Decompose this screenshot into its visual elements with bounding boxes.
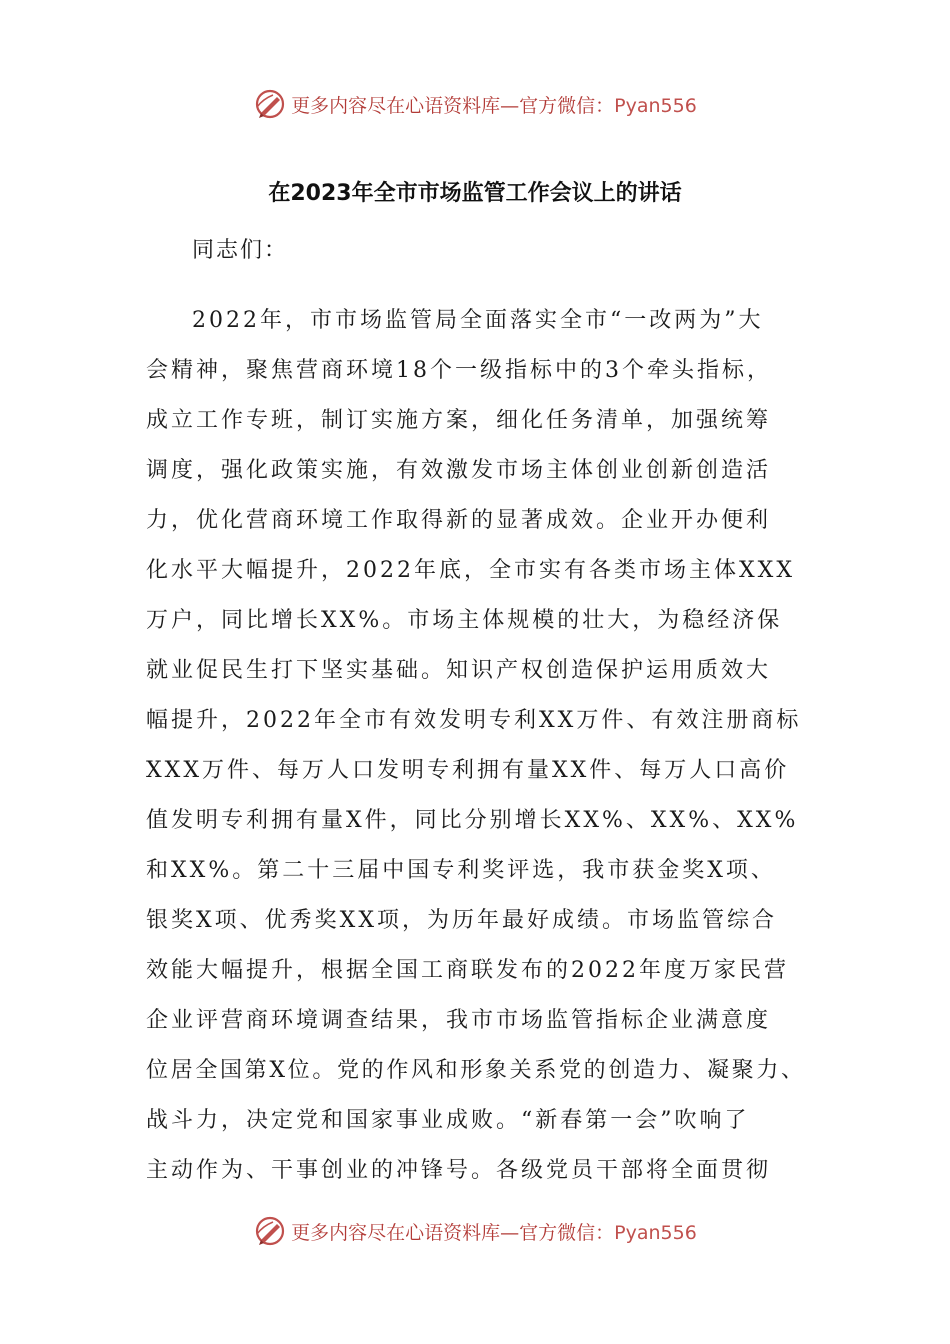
footer-banner bbox=[0, 1211, 950, 1251]
pen-logo-icon bbox=[253, 87, 287, 121]
banner-label: 更多内容尽在心语资料库—官方微信： bbox=[291, 94, 615, 117]
pen-logo-icon bbox=[253, 1214, 287, 1248]
banner-handle: Pyan556 bbox=[614, 1221, 697, 1244]
text-line: 值发明专利拥有量X件，同比分别增长XX%、XX%、XX% bbox=[146, 808, 799, 833]
banner-text bbox=[291, 1218, 697, 1245]
text-line: 和XX%。第二十三届中国专利奖评选，我市获金奖X项、 bbox=[146, 858, 776, 883]
text-line: 效能大幅提升，根据全国工商联发布的2022年度万家民营 bbox=[146, 958, 789, 983]
salutation: 同志们： bbox=[192, 238, 289, 263]
text-line: 调度，强化政策实施，有效激发市场主体创业创新创造活 bbox=[146, 458, 772, 483]
text-line: 银奖X项、优秀奖XX项，为历年最好成绩。市场监管综合 bbox=[146, 908, 777, 933]
text-line: 会精神，聚焦营商环境18个一级指标中的3个牵头指标， bbox=[146, 358, 772, 383]
text-line: 位居全国第X位。党的作风和形象关系党的创造力、凝聚力、 bbox=[146, 1058, 806, 1083]
text-line: 力，优化营商环境工作取得新的显著成效。企业开办便利 bbox=[146, 508, 772, 533]
banner-handle: Pyan556 bbox=[614, 94, 697, 117]
text-line: 主动作为、干事创业的冲锋号。各级党员干部将全面贯彻 bbox=[146, 1158, 772, 1183]
document-title: 在2023年全市市场监管工作会议上的讲话 bbox=[268, 181, 682, 206]
header-banner bbox=[0, 84, 950, 124]
banner-label: 更多内容尽在心语资料库—官方微信： bbox=[291, 1221, 615, 1244]
text-line: 就业促民生打下坚实基础。知识产权创造保护运用质效大 bbox=[146, 658, 772, 683]
text-line: 化水平大幅提升，2022年底，全市实有各类市场主体XXX bbox=[146, 558, 795, 583]
text-line: 2022年，市市场监管局全面落实全市“一改两为”大 bbox=[192, 308, 764, 333]
text-line: 成立工作专班，制订实施方案，细化任务清单，加强统筹 bbox=[146, 408, 772, 433]
text-line: XXX万件、每万人口发明专利拥有量XX件、每万人口高价 bbox=[146, 758, 790, 783]
banner-text bbox=[291, 91, 697, 118]
text-line: 幅提升，2022年全市有效发明专利XX万件、有效注册商标 bbox=[146, 708, 802, 733]
text-line: 万户，同比增长XX%。市场主体规模的壮大，为稳经济保 bbox=[146, 608, 783, 633]
text-line: 企业评营商环境调查结果，我市市场监管指标企业满意度 bbox=[146, 1008, 772, 1033]
text-line: 战斗力，决定党和国家事业成败。“新春第一会”吹响了 bbox=[146, 1108, 750, 1133]
